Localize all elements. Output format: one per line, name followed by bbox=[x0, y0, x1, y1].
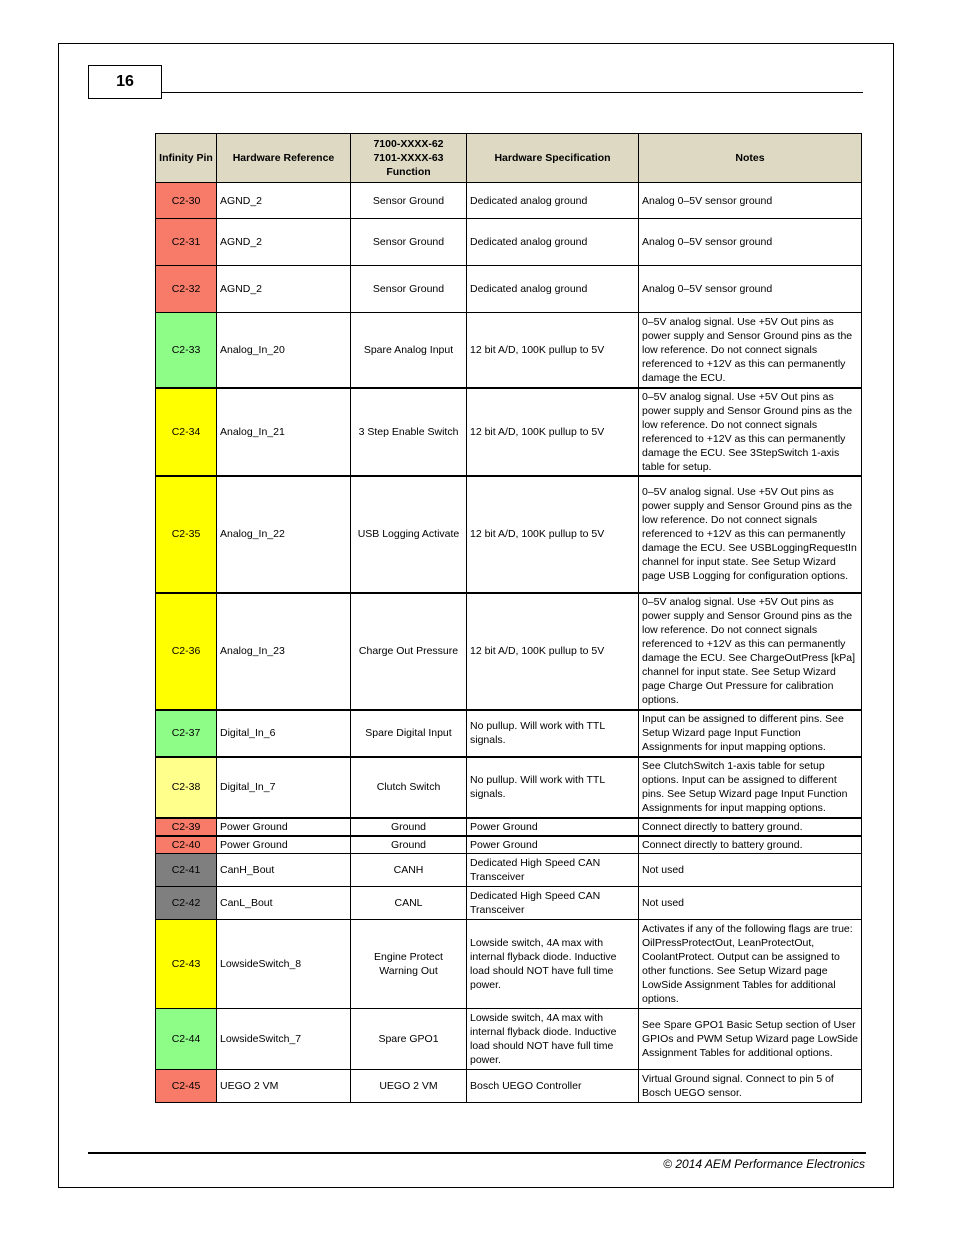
function-cell: Charge Out Pressure bbox=[351, 593, 467, 710]
pin-cell: C2-38 bbox=[156, 757, 217, 818]
pinout-table bbox=[155, 133, 862, 1103]
hardware-reference-cell: AGND_2 bbox=[217, 183, 351, 219]
hardware-reference-cell: CanL_Bout bbox=[217, 887, 351, 920]
notes-cell: Connect directly to battery ground. bbox=[639, 818, 862, 836]
hardware-specification-cell: Lowside switch, 4A max with internal flyback diode. Inductive load should NOT have full time power. bbox=[467, 920, 639, 1009]
table-row bbox=[156, 920, 862, 1009]
hardware-specification-cell: Bosch UEGO Controller bbox=[467, 1070, 639, 1103]
pin-cell: C2-30 bbox=[156, 183, 217, 219]
table-header-row bbox=[156, 134, 862, 183]
pin-cell: C2-44 bbox=[156, 1009, 217, 1070]
header-rule bbox=[162, 92, 863, 93]
table-row bbox=[156, 219, 862, 266]
header-hardware-reference: Hardware Reference bbox=[217, 134, 351, 183]
notes-cell: See Spare GPO1 Basic Setup section of User GPIOs and PWM Setup Wizard page LowSide Assignment Tables for additional options. bbox=[639, 1009, 862, 1070]
pin-cell: C2-33 bbox=[156, 313, 217, 388]
table-row bbox=[156, 266, 862, 313]
notes-cell: 0–5V analog signal. Use +5V Out pins as power supply and Sensor Ground pins as the low reference. Do not connect signals referenced to +12V as this can permanently damage the ECU. See ChargeOutPress [kPa] channel for input state. See Setup Wizard page Charge Out Pressure for calibration options. bbox=[639, 593, 862, 710]
hardware-specification-cell: Dedicated analog ground bbox=[467, 183, 639, 219]
function-cell: Clutch Switch bbox=[351, 757, 467, 818]
pin-cell: C2-35 bbox=[156, 476, 217, 593]
pin-cell: C2-42 bbox=[156, 887, 217, 920]
notes-cell: 0–5V analog signal. Use +5V Out pins as power supply and Sensor Ground pins as the low reference. Do not connect signals referenced to +12V as this can permanently damage the ECU. bbox=[639, 313, 862, 388]
table-row bbox=[156, 836, 862, 854]
hardware-specification-cell: Power Ground bbox=[467, 818, 639, 836]
table-row bbox=[156, 887, 862, 920]
page-number: 16 bbox=[88, 65, 162, 99]
hardware-reference-cell: Analog_In_22 bbox=[217, 476, 351, 593]
function-cell: Ground bbox=[351, 818, 467, 836]
hardware-specification-cell: 12 bit A/D, 100K pullup to 5V bbox=[467, 388, 639, 476]
hardware-reference-cell: Analog_In_21 bbox=[217, 388, 351, 476]
hardware-reference-cell: LowsideSwitch_8 bbox=[217, 920, 351, 1009]
hardware-specification-cell: Dedicated High Speed CAN Transceiver bbox=[467, 854, 639, 887]
table-row bbox=[156, 818, 862, 836]
table-row bbox=[156, 313, 862, 388]
hardware-specification-cell: 12 bit A/D, 100K pullup to 5V bbox=[467, 313, 639, 388]
header-hardware-specification: Hardware Specification bbox=[467, 134, 639, 183]
notes-cell: Input can be assigned to different pins. See Setup Wizard page Input Function Assignments for input mapping options. bbox=[639, 710, 862, 757]
notes-cell: Analog 0–5V sensor ground bbox=[639, 183, 862, 219]
pin-cell: C2-32 bbox=[156, 266, 217, 313]
pin-cell: C2-41 bbox=[156, 854, 217, 887]
hardware-specification-cell: 12 bit A/D, 100K pullup to 5V bbox=[467, 476, 639, 593]
hardware-reference-cell: UEGO 2 VM bbox=[217, 1070, 351, 1103]
table-row bbox=[156, 1009, 862, 1070]
pin-cell: C2-43 bbox=[156, 920, 217, 1009]
hardware-specification-cell: No pullup. Will work with TTL signals. bbox=[467, 710, 639, 757]
notes-cell: Connect directly to battery ground. bbox=[639, 836, 862, 854]
pin-cell: C2-45 bbox=[156, 1070, 217, 1103]
hardware-specification-cell: No pullup. Will work with TTL signals. bbox=[467, 757, 639, 818]
table-body bbox=[156, 183, 862, 1103]
hardware-reference-cell: Analog_In_23 bbox=[217, 593, 351, 710]
function-cell: Spare Digital Input bbox=[351, 710, 467, 757]
hardware-specification-cell: Dedicated High Speed CAN Transceiver bbox=[467, 887, 639, 920]
function-cell: 3 Step Enable Switch bbox=[351, 388, 467, 476]
function-cell: Sensor Ground bbox=[351, 183, 467, 219]
function-cell: Sensor Ground bbox=[351, 219, 467, 266]
function-cell: Ground bbox=[351, 836, 467, 854]
hardware-reference-cell: Power Ground bbox=[217, 818, 351, 836]
hardware-specification-cell: Power Ground bbox=[467, 836, 639, 854]
table-row bbox=[156, 854, 862, 887]
notes-cell: Not used bbox=[639, 854, 862, 887]
function-cell: UEGO 2 VM bbox=[351, 1070, 467, 1103]
hardware-specification-cell: 12 bit A/D, 100K pullup to 5V bbox=[467, 593, 639, 710]
table-row bbox=[156, 388, 862, 476]
function-cell: CANH bbox=[351, 854, 467, 887]
function-cell: Spare GPO1 bbox=[351, 1009, 467, 1070]
hardware-specification-cell: Lowside switch, 4A max with internal flyback diode. Inductive load should NOT have full time power. bbox=[467, 1009, 639, 1070]
notes-cell: Virtual Ground signal. Connect to pin 5 of Bosch UEGO sensor. bbox=[639, 1070, 862, 1103]
function-cell: Sensor Ground bbox=[351, 266, 467, 313]
pin-cell: C2-36 bbox=[156, 593, 217, 710]
hardware-reference-cell: CanH_Bout bbox=[217, 854, 351, 887]
notes-cell: Not used bbox=[639, 887, 862, 920]
table-row bbox=[156, 183, 862, 219]
table-row bbox=[156, 710, 862, 757]
hardware-reference-cell: AGND_2 bbox=[217, 266, 351, 313]
pin-cell: C2-39 bbox=[156, 818, 217, 836]
hardware-reference-cell: LowsideSwitch_7 bbox=[217, 1009, 351, 1070]
table-row bbox=[156, 757, 862, 818]
hardware-reference-cell: Digital_In_7 bbox=[217, 757, 351, 818]
notes-cell: See ClutchSwitch 1-axis table for setup options. Input can be assigned to different pins. See Setup Wizard page Input Function Assignments for input mapping options. bbox=[639, 757, 862, 818]
header-pin: Infinity Pin bbox=[156, 134, 217, 183]
function-cell: Engine Protect Warning Out bbox=[351, 920, 467, 1009]
notes-cell: Activates if any of the following flags are true: OilPressProtectOut, LeanProtectOut, CoolantProtect. Output can be assigned to other functions. See Setup Wizard page LowSide Assignment Tables for additional options. bbox=[639, 920, 862, 1009]
table-row bbox=[156, 1070, 862, 1103]
header-notes: Notes bbox=[639, 134, 862, 183]
pin-cell: C2-31 bbox=[156, 219, 217, 266]
function-cell: USB Logging Activate bbox=[351, 476, 467, 593]
pin-cell: C2-34 bbox=[156, 388, 217, 476]
notes-cell: Analog 0–5V sensor ground bbox=[639, 219, 862, 266]
hardware-reference-cell: Analog_In_20 bbox=[217, 313, 351, 388]
hardware-reference-cell: AGND_2 bbox=[217, 219, 351, 266]
table-row bbox=[156, 593, 862, 710]
hardware-specification-cell: Dedicated analog ground bbox=[467, 266, 639, 313]
hardware-reference-cell: Power Ground bbox=[217, 836, 351, 854]
function-cell: CANL bbox=[351, 887, 467, 920]
hardware-reference-cell: Digital_In_6 bbox=[217, 710, 351, 757]
notes-cell: 0–5V analog signal. Use +5V Out pins as power supply and Sensor Ground pins as the low reference. Do not connect signals referenced to +12V as this can permanently damage the ECU. See USBLoggingRequestIn channel for input state. See Setup Wizard page USB Logging for configuration options. bbox=[639, 476, 862, 593]
footer-rule bbox=[88, 1152, 866, 1154]
notes-cell: 0–5V analog signal. Use +5V Out pins as power supply and Sensor Ground pins as the low reference. Do not connect signals referenced to +12V as this can permanently damage the ECU. See 3StepSwitch 1-axis table for setup. bbox=[639, 388, 862, 476]
pin-cell: C2-37 bbox=[156, 710, 217, 757]
hardware-specification-cell: Dedicated analog ground bbox=[467, 219, 639, 266]
header-function: 7100-XXXX-62 7101-XXXX-63 Function bbox=[351, 134, 467, 183]
function-cell: Spare Analog Input bbox=[351, 313, 467, 388]
notes-cell: Analog 0–5V sensor ground bbox=[639, 266, 862, 313]
footer-copyright: © 2014 AEM Performance Electronics bbox=[663, 1157, 865, 1171]
pin-cell: C2-40 bbox=[156, 836, 217, 854]
table-row bbox=[156, 476, 862, 593]
